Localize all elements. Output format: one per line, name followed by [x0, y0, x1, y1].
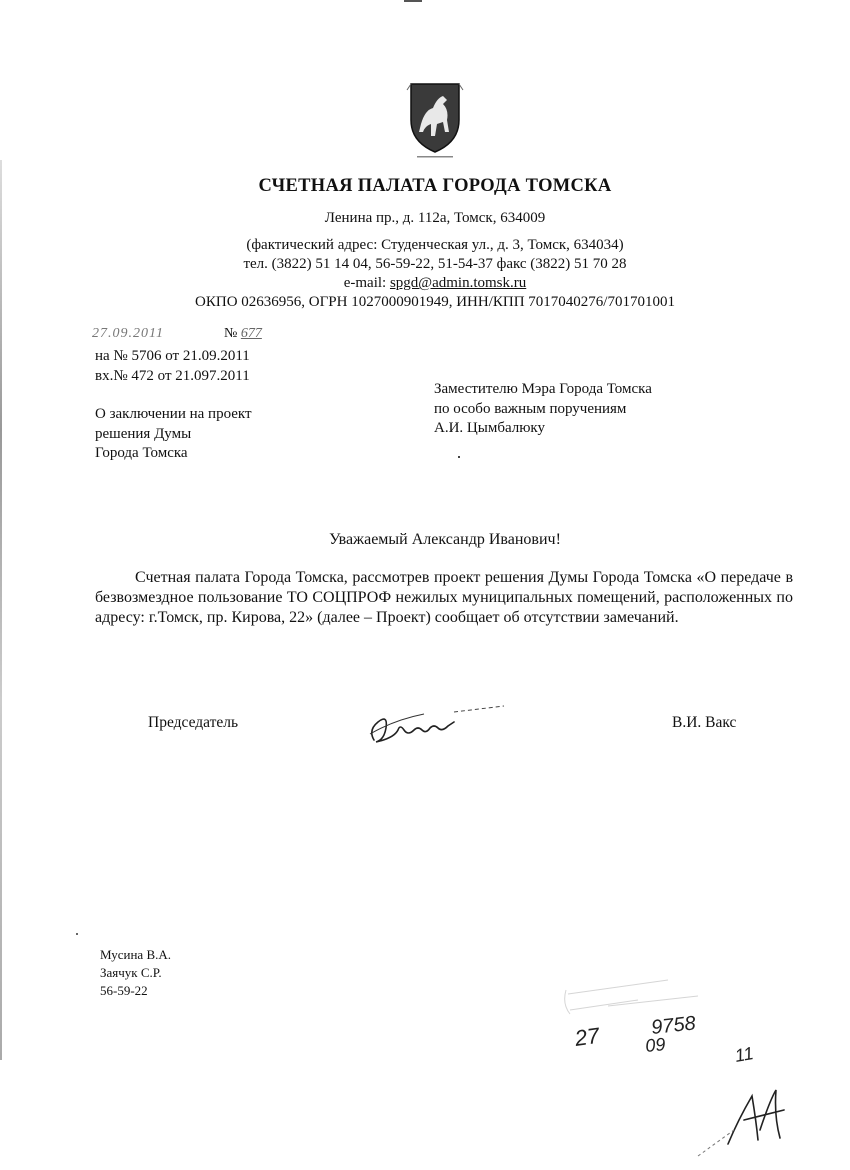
registration-codes: ОКПО 02636956, ОГРН 1027000901949, ИНН/КПП 7017040276/701701001 — [195, 294, 675, 310]
subject-line: Города Томска — [95, 445, 188, 461]
registrar-initials — [728, 1090, 784, 1144]
scan-speck — [458, 456, 460, 458]
addressee-position-detail: по особо важным поручениям — [434, 400, 627, 417]
postal-address: Ленина пр., д. 112а, Томск, 634009 — [324, 210, 546, 226]
organization-title: СЧЕТНАЯ ПАЛАТА ГОРОДА ТОМСКА — [258, 176, 612, 196]
registration-number: 9758 — [650, 1012, 697, 1039]
salutation: Уважаемый Александр Иванович! — [329, 531, 561, 548]
handwritten-signature — [364, 700, 506, 750]
addressee-position: Заместителю Мэра Города Томска — [434, 381, 652, 397]
scan-speck — [76, 933, 78, 935]
registration-day: 27 — [573, 1022, 601, 1051]
executor-name: Заячук С.Р. — [100, 965, 162, 980]
phone-fax-line: тел. (3822) 51 14 04, 56-59-22, 51-54-37 факс (3822) 51 70 28 — [243, 256, 627, 272]
reply-reference: на № 5706 от 21.09.2011 — [95, 348, 250, 364]
registration-month: 09 — [644, 1033, 667, 1056]
outgoing-number-value: 677 — [240, 326, 262, 341]
executors-block — [100, 946, 171, 1000]
scan-top-mark — [404, 0, 422, 2]
letter-body: Счетная палата Города Томска, рассмотрев проект решения Думы Города Томска «О передаче в безвозмездное пользование ТО СОЦПРОФ нежилых муниципальных помещений, расположенных по адресу: г.Томск, пр. Кирова, 22» (далее – Проект) сообщает об отсутствии замечаний. — [95, 569, 793, 626]
signer-name: В.И. Вакс — [672, 714, 737, 731]
faded-stamp-outline — [565, 980, 698, 1014]
addressee-block — [434, 380, 652, 439]
executor-name: Мусина В.А. — [100, 947, 171, 962]
registration-year: 11 — [733, 1042, 756, 1066]
executor-phone: 56-59-22 — [100, 983, 148, 998]
subject-line: О заключении на проект — [95, 406, 252, 422]
number-sign: № — [224, 326, 238, 341]
signer-role: Председатель — [148, 714, 239, 731]
outgoing-date: 27.09.2011 — [92, 326, 164, 341]
addressee-name: А.И. Цымбалюку — [434, 420, 546, 436]
email-link[interactable]: spgd@admin.tomsk.ru — [389, 275, 527, 291]
email-line — [0, 274, 850, 293]
tomsk-coat-of-arms-icon — [403, 80, 467, 160]
subject-line: решения Думы — [95, 425, 192, 442]
incoming-reference: вх.№ 472 от 21.097.2011 — [95, 368, 250, 384]
incoming-registration-stamp — [548, 970, 848, 1160]
subject-block — [95, 405, 252, 464]
email-label: e-mail: — [343, 275, 390, 291]
outgoing-number — [224, 326, 262, 342]
actual-address: (фактический адрес: Студенческая ул., д. 3, Томск, 634034) — [246, 237, 624, 253]
